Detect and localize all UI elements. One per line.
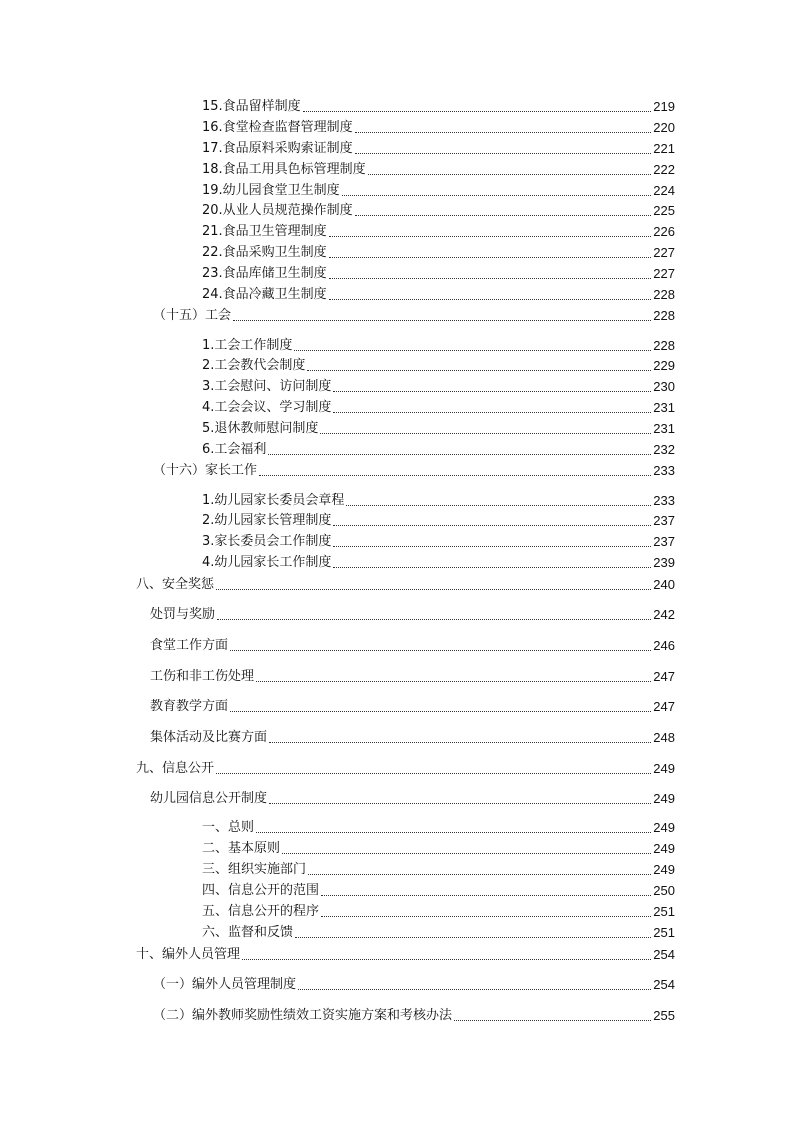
toc-entry-page: 220 (653, 120, 675, 135)
toc-entry-label: 17.食品原料采购索证制度 (202, 141, 353, 156)
toc-entry-label: 教育教学方面 (150, 699, 229, 714)
dot-leader (269, 741, 651, 743)
toc-entry-page: 233 (653, 463, 675, 478)
dot-leader (256, 831, 651, 833)
toc-entry[interactable] (202, 441, 675, 459)
toc-entry-label: 1.幼儿园家长委员会章程 (202, 493, 345, 508)
toc-entry-label: 二、基本原则 (202, 841, 281, 856)
toc-entry-label: 四、信息公开的范围 (202, 883, 320, 898)
toc-entry[interactable] (150, 606, 675, 624)
toc-entry-page: 227 (653, 245, 675, 260)
toc-entry[interactable] (153, 976, 675, 994)
toc-entry-label: （十六）家长工作 (153, 463, 258, 478)
toc-entry-label: 23.食品库储卫生制度 (202, 266, 327, 281)
toc-entry-label: 十、编外人员管理 (136, 947, 241, 962)
toc-entry-label: （十五）工会 (153, 308, 232, 323)
dot-leader (342, 194, 652, 196)
toc-entry-label: 4.幼儿园家长工作制度 (202, 555, 332, 570)
toc-entry-page: 232 (653, 442, 675, 457)
toc-entry-page: 242 (653, 607, 675, 622)
dot-leader (259, 474, 651, 476)
toc-entry[interactable] (202, 554, 675, 572)
dot-leader (329, 235, 652, 237)
toc-entry-page: 222 (653, 162, 675, 177)
toc-entry[interactable] (202, 265, 675, 283)
toc-entry-page: 229 (653, 358, 675, 373)
toc-entry[interactable] (202, 399, 675, 417)
toc-entry-page: 249 (653, 841, 675, 856)
toc-entry-page: 237 (653, 513, 675, 528)
toc-entry[interactable] (202, 533, 675, 551)
dot-leader (333, 524, 651, 526)
toc-entry-page: 237 (653, 534, 675, 549)
dot-leader (269, 802, 651, 804)
dot-leader (282, 852, 651, 854)
toc-entry[interactable] (202, 337, 675, 355)
toc-entry[interactable] (202, 357, 675, 375)
toc-entry-page: 219 (653, 99, 675, 114)
toc-entry-page: 231 (653, 400, 675, 415)
toc-entry-label: 16.食堂检查监督管理制度 (202, 120, 353, 135)
dot-leader (217, 618, 651, 620)
toc-entry[interactable] (202, 861, 675, 879)
toc-entry-label: 2.幼儿园家长管理制度 (202, 513, 332, 528)
toc-entry[interactable] (150, 698, 675, 716)
dot-leader (329, 277, 652, 279)
toc-entry[interactable] (150, 668, 675, 686)
toc-entry[interactable] (202, 182, 675, 200)
toc-entry[interactable] (202, 903, 675, 921)
toc-entry[interactable] (150, 790, 675, 808)
toc-entry-page: 249 (653, 791, 675, 806)
toc-entry-page: 247 (653, 699, 675, 714)
toc-entry-page: 251 (653, 925, 675, 940)
toc-entry[interactable] (136, 576, 675, 594)
toc-entry-page: 226 (653, 224, 675, 239)
dot-leader (294, 349, 651, 351)
dot-leader (333, 566, 651, 568)
toc-entry-label: 6.工会福利 (202, 442, 267, 457)
toc-entry[interactable] (153, 307, 675, 325)
toc-entry[interactable] (136, 946, 675, 964)
toc-entry-page: 254 (653, 947, 675, 962)
toc-entry-page: 249 (653, 862, 675, 877)
dot-leader (355, 214, 652, 216)
toc-entry-label: 集体活动及比赛方面 (150, 730, 268, 745)
dot-leader (242, 958, 651, 960)
dot-leader (346, 504, 651, 506)
toc-entry[interactable] (202, 140, 675, 158)
toc-entry-label: 18.食品工用具色标管理制度 (202, 162, 366, 177)
dot-leader (295, 936, 651, 938)
toc-entry-label: （一）编外人员管理制度 (153, 977, 297, 992)
toc-entry-page: 228 (653, 338, 675, 353)
dot-leader (368, 173, 652, 175)
toc-entry[interactable] (150, 729, 675, 747)
toc-entry-label: 3.工会慰问、访问制度 (202, 379, 332, 394)
toc-entry-label: 食堂工作方面 (150, 638, 229, 653)
toc-entry[interactable] (202, 420, 675, 438)
dot-leader (216, 588, 651, 590)
toc-entry[interactable] (153, 1007, 675, 1025)
toc-entry-label: 19.幼儿园食堂卫生制度 (202, 183, 340, 198)
toc-entry-label: 八、安全奖惩 (136, 577, 215, 592)
toc-entry[interactable] (202, 286, 675, 304)
toc-entry-page: 224 (653, 183, 675, 198)
toc-entry-label: 15.食品留样制度 (202, 99, 301, 114)
toc-entry[interactable] (202, 882, 675, 900)
toc-entry-page: 248 (653, 730, 675, 745)
toc-entry-page: 228 (653, 287, 675, 302)
toc-entry[interactable] (202, 98, 675, 116)
toc-entry-page: 230 (653, 379, 675, 394)
toc-entry-label: 幼儿园信息公开制度 (150, 791, 268, 806)
toc-entry-label: 20.从业人员规范操作制度 (202, 203, 353, 218)
toc-entry[interactable] (202, 492, 675, 510)
dot-leader (216, 772, 651, 774)
dot-leader (329, 298, 652, 300)
toc-entry-page: 247 (653, 669, 675, 684)
toc-entry-label: 24.食品冷藏卫生制度 (202, 287, 327, 302)
dot-leader (333, 390, 651, 392)
dot-leader (230, 649, 651, 651)
dot-leader (308, 873, 651, 875)
toc-entry[interactable] (202, 202, 675, 220)
toc-entry[interactable] (202, 223, 675, 241)
toc-entry-label: 21.食品卫生管理制度 (202, 224, 327, 239)
toc-entry-label: 三、组织实施部门 (202, 862, 307, 877)
toc-entry-label: 处罚与奖励 (150, 607, 216, 622)
dot-leader (329, 256, 652, 258)
toc-entry[interactable] (202, 119, 675, 137)
dot-leader (307, 369, 651, 371)
toc-entry-label: 九、信息公开 (136, 761, 215, 776)
toc-entry-page: 249 (653, 761, 675, 776)
dot-leader (321, 894, 651, 896)
toc-entry-label: 六、监督和反馈 (202, 925, 294, 940)
dot-leader (355, 152, 652, 154)
dot-leader (233, 319, 651, 321)
toc-entry-page: 251 (653, 904, 675, 919)
dot-leader (268, 453, 651, 455)
dot-leader (321, 915, 651, 917)
toc-entry-label: 五、信息公开的程序 (202, 904, 320, 919)
toc-entry[interactable] (150, 637, 675, 655)
toc-entry-page: 254 (653, 977, 675, 992)
dot-leader (320, 432, 651, 434)
toc-entry-label: （二）编外教师奖励性绩效工资实施方案和考核办法 (153, 1008, 453, 1023)
toc-entry-page: 227 (653, 266, 675, 281)
toc-entry[interactable] (202, 244, 675, 262)
toc-entry-page: 249 (653, 820, 675, 835)
toc-entry-label: 5.退休教师慰问制度 (202, 421, 319, 436)
toc-entry-label: 1.工会工作制度 (202, 338, 293, 353)
toc-entry-page: 246 (653, 638, 675, 653)
toc-entry-label: 3.家长委员会工作制度 (202, 534, 332, 549)
toc-entry-label: 2.工会教代会制度 (202, 358, 306, 373)
dot-leader (333, 545, 651, 547)
dot-leader (454, 1019, 651, 1021)
dot-leader (298, 988, 651, 990)
toc-entry[interactable] (153, 462, 675, 480)
toc-entry-page: 221 (653, 141, 675, 156)
toc-entry-page: 250 (653, 883, 675, 898)
toc-entry-label: 22.食品采购卫生制度 (202, 245, 327, 260)
toc-entry[interactable] (202, 161, 675, 179)
toc-entry[interactable] (202, 924, 675, 942)
toc-entry-label: 4.工会会议、学习制度 (202, 400, 332, 415)
toc-entry[interactable] (202, 840, 675, 858)
toc-entry-page: 231 (653, 421, 675, 436)
toc-entry-page: 239 (653, 555, 675, 570)
toc-entry-page: 255 (653, 1008, 675, 1023)
dot-leader (333, 411, 651, 413)
toc-entry-page: 240 (653, 577, 675, 592)
toc-entry-label: 工伤和非工伤处理 (150, 669, 255, 684)
dot-leader (256, 680, 651, 682)
toc-entry-page: 228 (653, 308, 675, 323)
toc-entry[interactable] (202, 819, 675, 837)
toc-entry-page: 225 (653, 203, 675, 218)
toc-entry[interactable] (202, 378, 675, 396)
toc-entry-page: 233 (653, 493, 675, 508)
toc-entry[interactable] (202, 512, 675, 530)
dot-leader (230, 710, 651, 712)
dot-leader (303, 110, 652, 112)
toc-entry[interactable] (136, 760, 675, 778)
toc-entry-label: 一、总则 (202, 820, 255, 835)
dot-leader (355, 131, 652, 133)
